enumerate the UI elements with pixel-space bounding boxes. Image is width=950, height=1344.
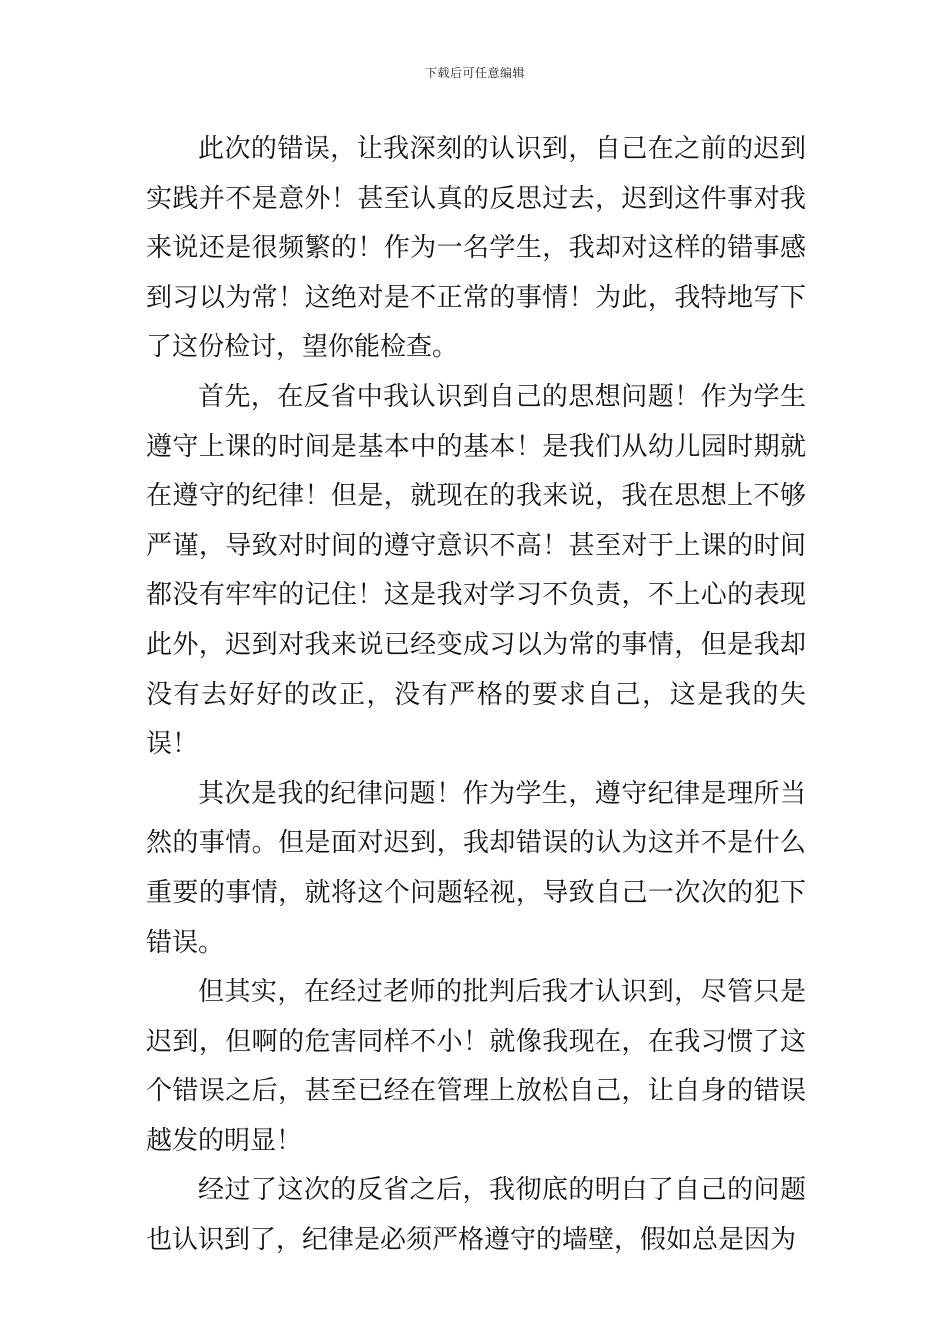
page-header: 下载后可任意编辑 bbox=[424, 66, 525, 80]
paragraph: 首先，在反省中我认识到自己的思想问题！作为学生遵守上课的时间是基本中的基本！是我们从幼儿园时期就在遵守的纪律！但是，就现在的我来说，我在思想上不够严谨，导致对时间的遵守意识不高！甚至对于上课的时间都没有牢牢的记住！这是我对学习不负责，不上心的表现此外，迟到对我来说已经变成习以为常的事情，但是我却没有去好好的改正，没有严格的要求自己，这是我的失误！ bbox=[146, 381, 806, 760]
paragraph: 其次是我的纪律问题！作为学生，遵守纪律是理所当然的事情。但是面对迟到，我却错误的认为这并不是什么重要的事情，就将这个问题轻视，导致自己一次次的犯下错误。 bbox=[146, 778, 806, 958]
paragraph: 但其实，在经过老师的批判后我才认识到，尽管只是迟到，但啊的危害同样不小！就像我现在，在我习惯了这个错误之后，甚至已经在管理上放松自己，让自身的错误越发的明显！ bbox=[146, 977, 806, 1156]
document-body bbox=[146, 125, 806, 1266]
paragraph: 经过了这次的反省之后，我彻底的明白了自己的问题也认识到了，纪律是必须严格遵守的墙壁，假如总是因为 bbox=[146, 1175, 806, 1256]
paragraph: 此次的错误，让我深刻的认识到，自己在之前的迟到实践并不是意外！甚至认真的反思过去，迟到这件事对我来说还是很频繁的！作为一名学生，我却对这样的错事感到习以为常！这绝对是不正常的事情！为此，我特地写下了这份检讨，望你能检查。 bbox=[146, 134, 806, 363]
